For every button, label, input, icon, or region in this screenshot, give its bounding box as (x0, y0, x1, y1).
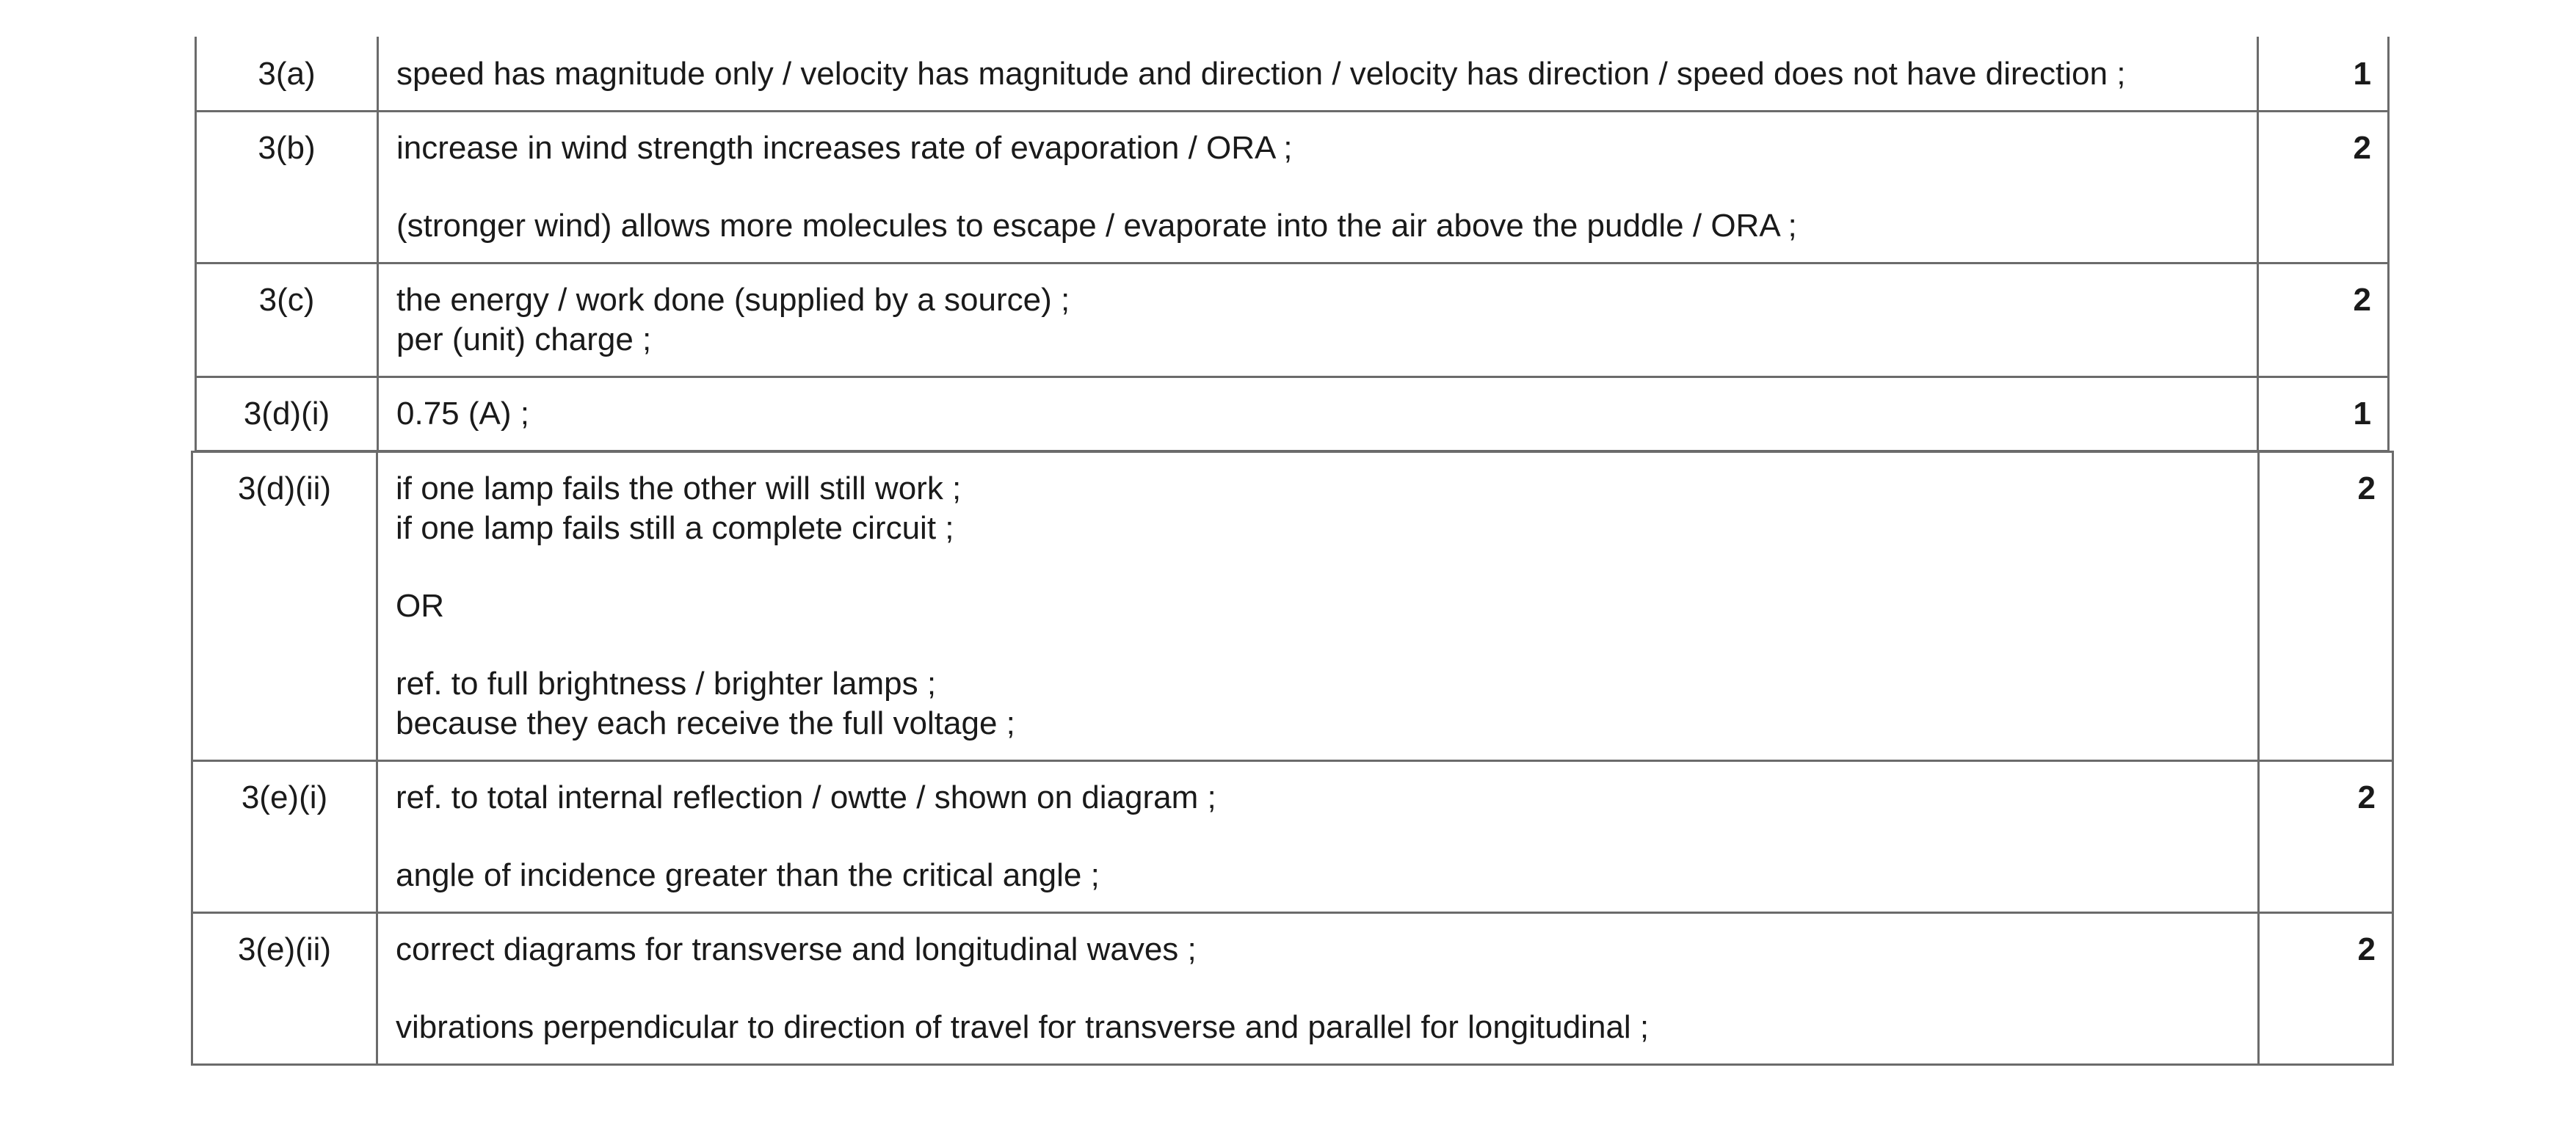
marks-value: 2 (2259, 452, 2393, 761)
answer-cell (378, 263, 2258, 377)
question-number: 3(d)(ii) (192, 452, 377, 761)
answer-line: because they each receive the full voltage ; (396, 705, 1015, 741)
question-number: 3(d)(i) (196, 377, 378, 451)
answer-line: angle of incidence greater than the critical angle ; (396, 857, 1100, 893)
line-spacer (396, 168, 2239, 206)
answer-line: ref. to full brightness / brighter lamps ; (396, 666, 937, 702)
marks-value: 1 (2258, 37, 2389, 112)
answer-line: if one lamp fails still a complete circuit ; (396, 510, 954, 546)
answer-cell (377, 913, 2259, 1065)
question-number: 3(a) (196, 37, 378, 112)
answer-line: speed has magnitude only / velocity has magnitude and direction / velocity has direction / speed does not have direction ; (396, 56, 2126, 92)
marks-value: 1 (2258, 377, 2389, 451)
question-number: 3(e)(ii) (192, 913, 377, 1065)
mark-scheme-table-bottom (191, 451, 2394, 1066)
question-number: 3(b) (196, 112, 378, 263)
answer-line: the energy / work done (supplied by a source) ; (396, 282, 1070, 318)
line-spacer (396, 548, 2240, 586)
table-row (192, 913, 2393, 1065)
line-spacer (396, 626, 2240, 664)
answer-cell (377, 452, 2259, 761)
table-row (192, 452, 2393, 761)
answer-cell (378, 112, 2258, 263)
mark-scheme-body-bottom (192, 452, 2393, 1065)
answer-cell (378, 377, 2258, 451)
answer-line: (stronger wind) allows more molecules to escape / evaporate into the air above the puddle / ORA ; (396, 208, 1797, 244)
marks-value: 2 (2258, 112, 2389, 263)
line-spacer (396, 818, 2240, 856)
question-number: 3(c) (196, 263, 378, 377)
table-row (192, 761, 2393, 913)
table-row (196, 377, 2389, 451)
answer-line: ref. to total internal reflection / owtte / shown on diagram ; (396, 779, 1216, 815)
answer-line: increase in wind strength increases rate of evaporation / ORA ; (396, 130, 1293, 166)
line-spacer (396, 970, 2240, 1008)
mark-scheme-table-top (195, 37, 2390, 452)
answer-line: 0.75 (A) ; (396, 396, 529, 432)
answer-line: per (unit) charge ; (396, 321, 652, 357)
table-row (196, 112, 2389, 263)
marks-value: 2 (2259, 761, 2393, 913)
answer-cell (378, 37, 2258, 112)
answer-cell (377, 761, 2259, 913)
marks-value: 2 (2258, 263, 2389, 377)
table-row (196, 263, 2389, 377)
mark-scheme-body-top (196, 37, 2389, 451)
answer-line: correct diagrams for transverse and longitudinal waves ; (396, 931, 1197, 967)
table-row (196, 37, 2389, 112)
marks-value: 2 (2259, 913, 2393, 1065)
answer-line: OR (396, 588, 444, 624)
answer-line: vibrations perpendicular to direction of travel for transverse and parallel for longitudinal ; (396, 1009, 1650, 1045)
answer-line: if one lamp fails the other will still work ; (396, 470, 962, 506)
question-number: 3(e)(i) (192, 761, 377, 913)
